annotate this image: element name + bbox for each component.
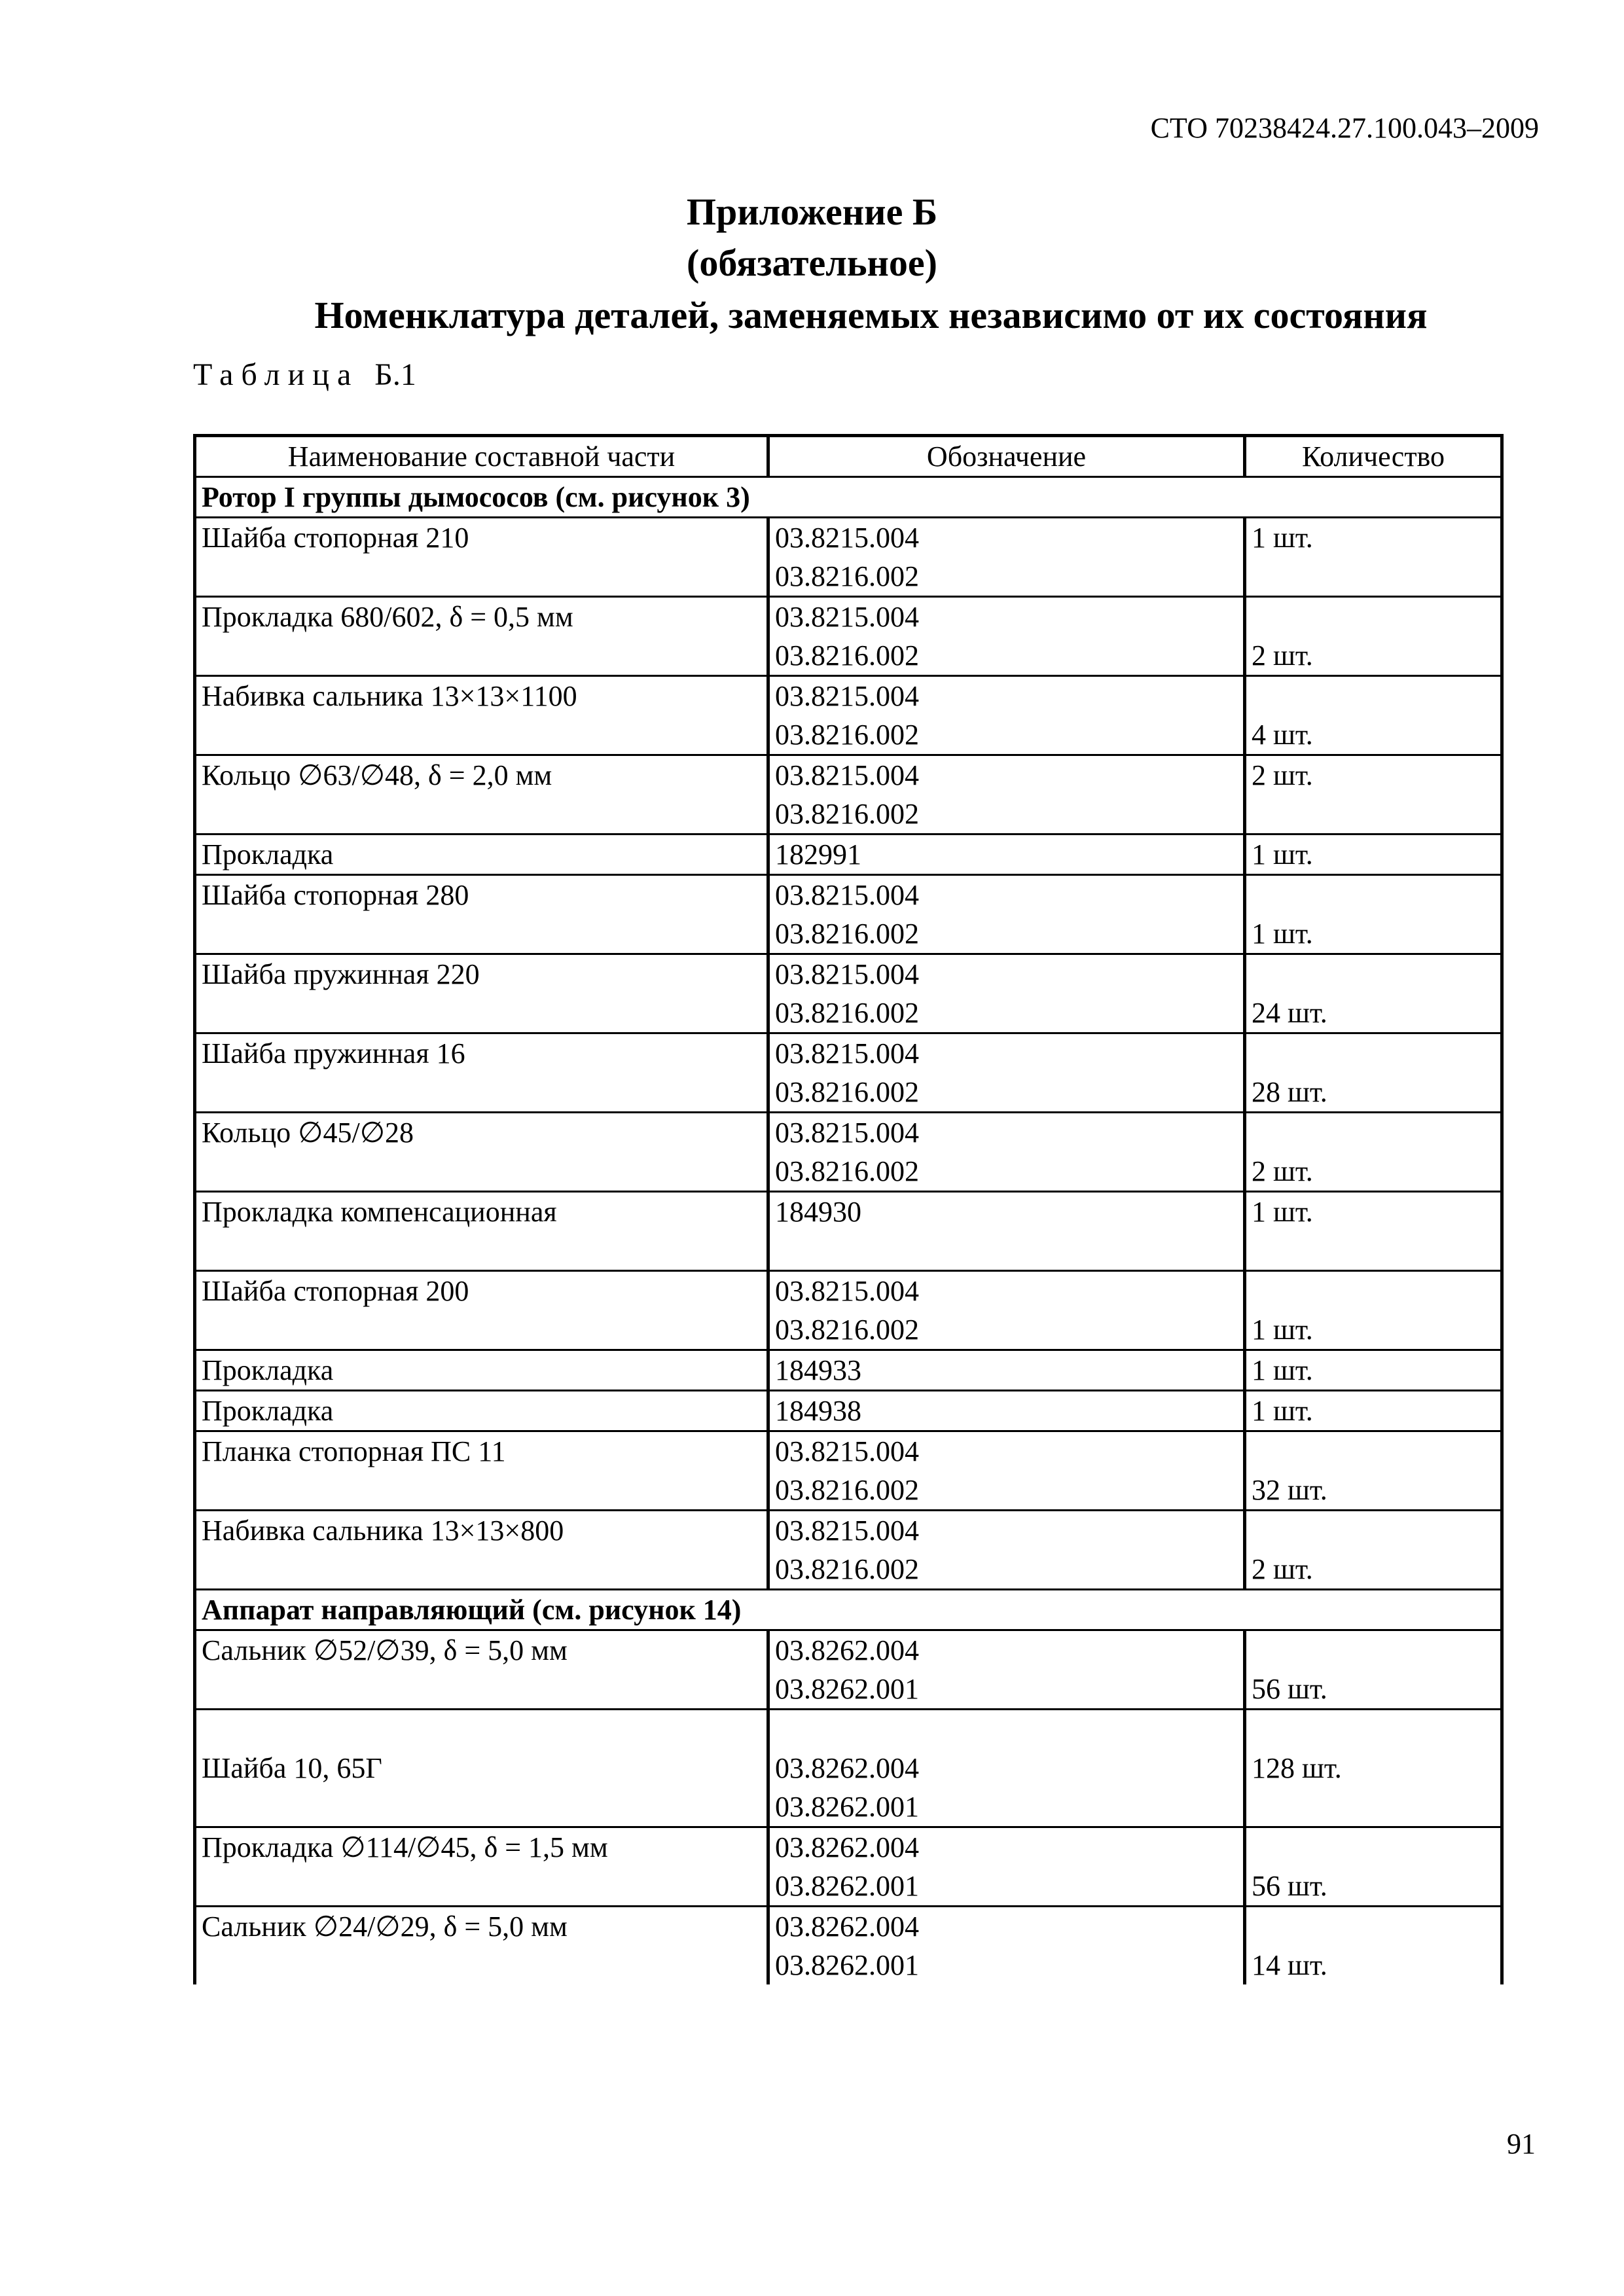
designation: 03.8216.002 xyxy=(775,1155,919,1187)
part-name-cell xyxy=(195,1391,768,1431)
designation-cell xyxy=(768,1907,1245,1985)
part-name-cell xyxy=(195,1033,768,1113)
designation: 03.8215.004 xyxy=(775,1275,919,1307)
designation: 03.8215.004 xyxy=(775,958,919,990)
table-row xyxy=(195,1192,1502,1271)
designation xyxy=(775,1231,1238,1270)
quantity: 1 шт. xyxy=(1252,522,1313,554)
quantity-cell xyxy=(1245,597,1502,676)
designation-cell xyxy=(768,1431,1245,1511)
part-name: Кольцо ∅63/∅48, δ = 2,0 мм xyxy=(202,759,552,791)
quantity: 1 шт. xyxy=(1252,1314,1313,1346)
designation: 03.8215.004 xyxy=(775,1117,919,1149)
part-name-cell xyxy=(195,1271,768,1350)
table-row xyxy=(195,1710,1502,1827)
table-row xyxy=(195,1271,1502,1350)
part-name-cell xyxy=(195,1511,768,1590)
quantity-cell xyxy=(1245,1907,1502,1985)
designation-cell xyxy=(768,755,1245,834)
table-row xyxy=(195,755,1502,834)
part-name: Сальник ∅24/∅29, δ = 5,0 мм xyxy=(202,1910,568,1943)
quantity-cell xyxy=(1245,1630,1502,1710)
table-row xyxy=(195,676,1502,755)
section-title: Аппарат направляющий (см. рисунок 14) xyxy=(195,1590,1502,1630)
quantity-cell xyxy=(1245,1391,1502,1431)
column-header-designation: Обозначение xyxy=(768,436,1245,477)
designation-cell xyxy=(768,597,1245,676)
designation-cell xyxy=(768,1271,1245,1350)
part-name-cell xyxy=(195,1113,768,1192)
designation-cell xyxy=(768,1827,1245,1907)
designation-cell xyxy=(768,1630,1245,1710)
appendix-title: Приложение Б xyxy=(686,190,938,233)
table-caption-number: Б.1 xyxy=(374,357,416,392)
designation: 03.8216.002 xyxy=(775,1474,919,1506)
designation xyxy=(775,1710,1238,1749)
quantity-cell xyxy=(1245,1271,1502,1350)
part-name: Прокладка ∅114/∅45, δ = 1,5 мм xyxy=(202,1831,608,1863)
designation-cell xyxy=(768,1350,1245,1391)
designation: 03.8262.001 xyxy=(775,1791,919,1823)
designation: 03.8215.004 xyxy=(775,879,919,911)
part-name: Шайба пружинная 220 xyxy=(202,958,480,990)
quantity-cell xyxy=(1245,755,1502,834)
designation: 03.8262.001 xyxy=(775,1673,919,1705)
quantity: 4 шт. xyxy=(1252,719,1313,751)
table-row xyxy=(195,518,1502,597)
quantity-cell xyxy=(1245,1827,1502,1907)
designation-cell xyxy=(768,1113,1245,1192)
designation: 03.8216.002 xyxy=(775,918,919,950)
part-name: Шайба пружинная 16 xyxy=(202,1037,465,1069)
designation-cell xyxy=(768,1710,1245,1827)
part-name: Кольцо ∅45/∅28 xyxy=(202,1117,414,1149)
table-header-row xyxy=(195,436,1502,477)
quantity-cell xyxy=(1245,1710,1502,1827)
quantity: 2 шт. xyxy=(1252,759,1313,791)
table-row xyxy=(195,1431,1502,1511)
designation: 03.8215.004 xyxy=(775,680,919,712)
designation: 184930 xyxy=(775,1196,861,1228)
quantity-cell xyxy=(1245,676,1502,755)
part-name: Шайба 10, 65Г xyxy=(202,1752,382,1784)
column-header-name: Наименование составной части xyxy=(195,436,768,477)
quantity: 2 шт. xyxy=(1252,1155,1313,1187)
designation: 03.8216.002 xyxy=(775,719,919,751)
quantity: 1 шт. xyxy=(1252,918,1313,950)
designation: 03.8262.001 xyxy=(775,1870,919,1902)
table-row xyxy=(195,1511,1502,1590)
page-number: 91 xyxy=(1507,2128,1536,2160)
table-row xyxy=(195,954,1502,1033)
part-name: Планка стопорная ПС 11 xyxy=(202,1435,506,1467)
section-row xyxy=(195,477,1502,518)
part-name-cell xyxy=(195,1431,768,1511)
designation: 03.8216.002 xyxy=(775,798,919,830)
quantity: 1 шт. xyxy=(1252,1395,1313,1427)
appendix-subject: Номенклатура деталей, заменяемых независимо от их состояния xyxy=(314,294,1428,336)
designation: 03.8216.002 xyxy=(775,639,919,672)
part-name: Шайба стопорная 200 xyxy=(202,1275,469,1307)
quantity: 56 шт. xyxy=(1252,1673,1327,1705)
quantity: 32 шт. xyxy=(1252,1474,1327,1506)
part-name: Шайба стопорная 280 xyxy=(202,879,469,911)
table-caption xyxy=(193,357,416,393)
table-row xyxy=(195,1033,1502,1113)
designation: 184938 xyxy=(775,1395,861,1427)
table-row xyxy=(195,1827,1502,1907)
part-name-cell xyxy=(195,834,768,875)
document-code: СТО 70238424.27.100.043–2009 xyxy=(1150,112,1539,144)
quantity-cell xyxy=(1245,1431,1502,1511)
column-header-quantity: Количество xyxy=(1245,436,1502,477)
quantity: 24 шт. xyxy=(1252,997,1327,1029)
part-name-cell xyxy=(195,1710,768,1827)
appendix-status: (обязательное) xyxy=(687,242,937,284)
quantity: 1 шт. xyxy=(1252,838,1313,870)
part-name: Прокладка 680/602, δ = 0,5 мм xyxy=(202,601,573,633)
quantity: 28 шт. xyxy=(1252,1076,1327,1108)
table-row xyxy=(195,1113,1502,1192)
designation: 03.8262.004 xyxy=(775,1752,919,1784)
designation: 03.8216.002 xyxy=(775,1314,919,1346)
part-name-cell xyxy=(195,1192,768,1271)
quantity: 1 шт. xyxy=(1252,1354,1313,1386)
table-row xyxy=(195,1391,1502,1431)
part-name-cell xyxy=(195,1630,768,1710)
quantity-cell xyxy=(1245,1113,1502,1192)
table-row xyxy=(195,875,1502,954)
designation-cell xyxy=(768,1511,1245,1590)
designation-cell xyxy=(768,875,1245,954)
designation: 03.8262.004 xyxy=(775,1634,919,1666)
designation-cell xyxy=(768,1391,1245,1431)
designation: 184933 xyxy=(775,1354,861,1386)
quantity-cell xyxy=(1245,834,1502,875)
part-name-cell xyxy=(195,597,768,676)
part-name-cell xyxy=(195,954,768,1033)
table-row xyxy=(195,834,1502,875)
part-name: Сальник ∅52/∅39, δ = 5,0 мм xyxy=(202,1634,568,1666)
quantity: 1 шт. xyxy=(1252,1196,1313,1228)
quantity-cell xyxy=(1245,1350,1502,1391)
designation: 03.8215.004 xyxy=(775,522,919,554)
designation-cell xyxy=(768,676,1245,755)
part-name-cell xyxy=(195,755,768,834)
quantity-cell xyxy=(1245,1033,1502,1113)
quantity: 56 шт. xyxy=(1252,1870,1327,1902)
designation: 182991 xyxy=(775,838,861,870)
designation: 03.8262.004 xyxy=(775,1910,919,1943)
table-row xyxy=(195,1630,1502,1710)
designation: 03.8216.002 xyxy=(775,560,919,592)
part-name: Прокладка xyxy=(202,1354,334,1386)
designation: 03.8262.001 xyxy=(775,1949,919,1981)
designation-cell xyxy=(768,834,1245,875)
part-name: Прокладка xyxy=(202,838,334,870)
part-name-cell xyxy=(195,1827,768,1907)
designation: 03.8215.004 xyxy=(775,1037,919,1069)
table-row xyxy=(195,1350,1502,1391)
part-name: Прокладка компенсационная xyxy=(202,1196,557,1228)
designation: 03.8215.004 xyxy=(775,1435,919,1467)
table-row xyxy=(195,597,1502,676)
table-row xyxy=(195,1907,1502,1985)
quantity: 2 шт. xyxy=(1252,1553,1313,1585)
designation: 03.8215.004 xyxy=(775,759,919,791)
parts-table xyxy=(193,434,1504,1984)
part-name: Прокладка xyxy=(202,1395,334,1427)
quantity-cell xyxy=(1245,1192,1502,1271)
section-row xyxy=(195,1590,1502,1630)
designation-cell xyxy=(768,1033,1245,1113)
designation-cell xyxy=(768,1192,1245,1271)
quantity-cell xyxy=(1245,518,1502,597)
designation-cell xyxy=(768,954,1245,1033)
designation: 03.8216.002 xyxy=(775,1553,919,1585)
part-name: Шайба стопорная 210 xyxy=(202,522,469,554)
part-name-cell xyxy=(195,1907,768,1985)
designation: 03.8216.002 xyxy=(775,1076,919,1108)
part-name: Набивка сальника 13×13×1100 xyxy=(202,680,577,712)
part-name-cell xyxy=(195,518,768,597)
part-name-cell xyxy=(195,676,768,755)
designation: 03.8216.002 xyxy=(775,997,919,1029)
part-name: Набивка сальника 13×13×800 xyxy=(202,1515,564,1547)
quantity: 128 шт. xyxy=(1252,1752,1342,1784)
quantity-cell xyxy=(1245,1511,1502,1590)
part-name-cell xyxy=(195,1350,768,1391)
quantity-cell xyxy=(1245,875,1502,954)
table-caption-label: Таблица xyxy=(193,357,359,392)
quantity-cell xyxy=(1245,954,1502,1033)
table-body xyxy=(195,477,1502,1985)
designation: 03.8215.004 xyxy=(775,1515,919,1547)
designation: 03.8262.004 xyxy=(775,1831,919,1863)
quantity: 2 шт. xyxy=(1252,639,1313,672)
section-title: Ротор I группы дымососов (см. рисунок 3) xyxy=(195,477,1502,518)
part-name-cell xyxy=(195,875,768,954)
designation: 03.8215.004 xyxy=(775,601,919,633)
quantity: 14 шт. xyxy=(1252,1949,1327,1981)
designation-cell xyxy=(768,518,1245,597)
